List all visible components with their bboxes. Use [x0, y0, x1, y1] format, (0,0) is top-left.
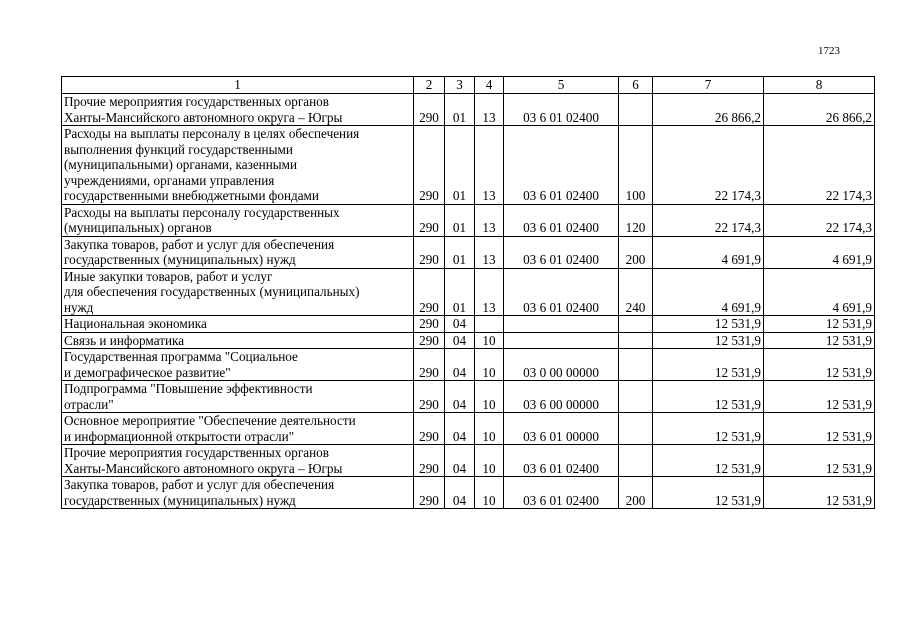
- row-cell-c5: 03 6 00 00000: [504, 381, 619, 413]
- row-name-line: отрасли": [64, 396, 114, 412]
- column-header-4: 4: [475, 77, 504, 94]
- row-cell-c5: 03 6 01 02400: [504, 268, 619, 316]
- row-name-cell: [62, 268, 414, 316]
- row-cell-c3: 04: [445, 413, 475, 445]
- row-cell-c6: 100: [619, 126, 653, 205]
- row-cell-c2: 290: [414, 332, 445, 349]
- row-cell-c2: 290: [414, 236, 445, 268]
- row-cell-c6: [619, 94, 653, 126]
- page-number: 1723: [818, 45, 840, 57]
- row-name-line: Закупка товаров, работ и услуг для обеспечения: [64, 477, 335, 492]
- column-header-3: 3: [445, 77, 475, 94]
- row-cell-c2: 290: [414, 445, 445, 477]
- row-name-line: Ханты-Мансийского автономного округа – Югры: [64, 460, 343, 476]
- row-cell-c2: 290: [414, 204, 445, 236]
- row-cell-c7: 12 531,9: [653, 445, 764, 477]
- row-cell-c8: 12 531,9: [764, 445, 875, 477]
- row-cell-c8: 12 531,9: [764, 349, 875, 381]
- row-name-cell: [62, 236, 414, 268]
- row-cell-c4: [475, 316, 504, 333]
- row-cell-c3: 01: [445, 126, 475, 205]
- table-row: [62, 381, 875, 413]
- row-cell-c3: 04: [445, 316, 475, 333]
- row-cell-c8: 12 531,9: [764, 332, 875, 349]
- row-cell-c2: 290: [414, 477, 445, 509]
- row-name-cell: [62, 381, 414, 413]
- row-cell-c2: 290: [414, 349, 445, 381]
- table-row: [62, 236, 875, 268]
- row-name-cell: [62, 126, 414, 205]
- row-name-line: Расходы на выплаты персоналу в целях обеспечения: [64, 126, 360, 141]
- row-cell-c6: 200: [619, 236, 653, 268]
- row-cell-c4: 10: [475, 477, 504, 509]
- row-cell-c3: 04: [445, 381, 475, 413]
- row-cell-c7: 4 691,9: [653, 236, 764, 268]
- row-cell-c2: 290: [414, 413, 445, 445]
- table-row: [62, 477, 875, 509]
- row-name-cell: [62, 413, 414, 445]
- row-cell-c5: 03 6 01 02400: [504, 204, 619, 236]
- row-name-cell: [62, 316, 414, 333]
- row-cell-c2: 290: [414, 316, 445, 333]
- table-row: [62, 94, 875, 126]
- row-name-cell: [62, 477, 414, 509]
- row-name-line: для обеспечения государственных (муниципальных): [64, 284, 360, 299]
- row-cell-c8: 22 174,3: [764, 204, 875, 236]
- row-name-line: Ханты-Мансийского автономного округа – Югры: [64, 109, 343, 125]
- row-name-line: выполнения функций государственными: [64, 141, 293, 157]
- row-name-cell: [62, 94, 414, 126]
- row-cell-c5: 03 6 01 02400: [504, 236, 619, 268]
- row-name-line: Закупка товаров, работ и услуг для обеспечения: [64, 236, 335, 252]
- row-name-line: государственных (муниципальных) нужд: [64, 492, 296, 508]
- table-row: [62, 316, 875, 333]
- column-header-5: 5: [504, 77, 619, 94]
- row-cell-c6: [619, 381, 653, 413]
- column-header-8: 8: [764, 77, 875, 94]
- row-cell-c5: 03 6 01 00000: [504, 413, 619, 445]
- table-row: [62, 332, 875, 349]
- row-cell-c6: [619, 413, 653, 445]
- row-cell-c4: 13: [475, 94, 504, 126]
- row-cell-c3: 01: [445, 236, 475, 268]
- row-name-line: Подпрограмма "Повышение эффективности: [64, 381, 313, 396]
- row-name-line: Связь и информатика: [64, 332, 185, 348]
- row-cell-c4: 10: [475, 413, 504, 445]
- row-cell-c5: 03 0 00 00000: [504, 349, 619, 381]
- table-body: [62, 77, 875, 509]
- row-name-line: и информационной открытости отрасли": [64, 428, 295, 444]
- column-header-6: 6: [619, 77, 653, 94]
- row-cell-c7: 12 531,9: [653, 477, 764, 509]
- table-row: [62, 268, 875, 316]
- row-cell-c4: 10: [475, 381, 504, 413]
- row-cell-c2: 290: [414, 381, 445, 413]
- row-cell-c7: 22 174,3: [653, 126, 764, 205]
- row-cell-c3: 04: [445, 477, 475, 509]
- row-name-line: государственными внебюджетными фондами: [64, 188, 319, 203]
- row-name-line: и демографическое развитие": [64, 364, 231, 380]
- row-cell-c4: 13: [475, 236, 504, 268]
- row-name-line: Расходы на выплаты персоналу государственных: [64, 204, 340, 220]
- row-cell-c8: 12 531,9: [764, 381, 875, 413]
- row-cell-c4: 10: [475, 332, 504, 349]
- budget-table: [61, 76, 875, 509]
- row-cell-c3: 01: [445, 204, 475, 236]
- row-name-line: государственных (муниципальных) нужд: [64, 252, 296, 267]
- row-cell-c6: 200: [619, 477, 653, 509]
- row-cell-c2: 290: [414, 94, 445, 126]
- table-header-row: [62, 77, 875, 94]
- row-cell-c7: 12 531,9: [653, 332, 764, 349]
- row-name-line: Прочие мероприятия государственных органов: [64, 94, 329, 109]
- row-cell-c4: 10: [475, 349, 504, 381]
- row-cell-c6: [619, 316, 653, 333]
- row-cell-c6: [619, 445, 653, 477]
- row-cell-c8: 22 174,3: [764, 126, 875, 205]
- row-cell-c2: 290: [414, 268, 445, 316]
- row-name-line: нужд: [64, 299, 94, 315]
- row-cell-c6: 120: [619, 204, 653, 236]
- row-cell-c5: [504, 332, 619, 349]
- row-cell-c8: 12 531,9: [764, 316, 875, 333]
- row-cell-c5: 03 6 01 02400: [504, 445, 619, 477]
- row-cell-c8: 4 691,9: [764, 268, 875, 316]
- row-cell-c3: 04: [445, 349, 475, 381]
- row-cell-c5: 03 6 01 02400: [504, 477, 619, 509]
- row-cell-c7: 12 531,9: [653, 381, 764, 413]
- row-name-cell: [62, 445, 414, 477]
- row-cell-c7: 12 531,9: [653, 413, 764, 445]
- row-cell-c4: 10: [475, 445, 504, 477]
- row-name-line: учреждениями, органами управления: [64, 172, 275, 188]
- row-cell-c3: 01: [445, 268, 475, 316]
- row-cell-c6: [619, 349, 653, 381]
- row-name-cell: [62, 349, 414, 381]
- table-row: [62, 413, 875, 445]
- row-cell-c5: 03 6 01 02400: [504, 94, 619, 126]
- row-cell-c4: 13: [475, 268, 504, 316]
- row-cell-c5: [504, 316, 619, 333]
- table-row: [62, 204, 875, 236]
- row-cell-c2: 290: [414, 126, 445, 205]
- column-header-1: 1: [62, 77, 414, 94]
- row-name-line: Национальная экономика: [64, 316, 207, 331]
- row-name-line: Основное мероприятие "Обеспечение деятельности: [64, 413, 356, 428]
- row-cell-c7: 26 866,2: [653, 94, 764, 126]
- column-header-7: 7: [653, 77, 764, 94]
- row-cell-c7: 12 531,9: [653, 349, 764, 381]
- row-cell-c7: 4 691,9: [653, 268, 764, 316]
- row-cell-c3: 01: [445, 94, 475, 126]
- row-name-cell: [62, 332, 414, 349]
- table-row: [62, 126, 875, 205]
- row-cell-c5: 03 6 01 02400: [504, 126, 619, 205]
- row-cell-c4: 13: [475, 126, 504, 205]
- row-cell-c3: 04: [445, 445, 475, 477]
- column-header-2: 2: [414, 77, 445, 94]
- row-cell-c8: 4 691,9: [764, 236, 875, 268]
- row-cell-c3: 04: [445, 332, 475, 349]
- row-cell-c7: 22 174,3: [653, 204, 764, 236]
- row-cell-c8: 12 531,9: [764, 413, 875, 445]
- row-cell-c6: 240: [619, 268, 653, 316]
- row-name-line: Прочие мероприятия государственных органов: [64, 445, 329, 460]
- row-cell-c6: [619, 332, 653, 349]
- table-row: [62, 445, 875, 477]
- row-cell-c7: 12 531,9: [653, 316, 764, 333]
- row-name-line: Иные закупки товаров, работ и услуг: [64, 268, 273, 284]
- row-cell-c8: 26 866,2: [764, 94, 875, 126]
- row-cell-c8: 12 531,9: [764, 477, 875, 509]
- row-name-cell: [62, 204, 414, 236]
- row-name-line: (муниципальными) органами, казенными: [64, 157, 298, 172]
- row-cell-c4: 13: [475, 204, 504, 236]
- table-row: [62, 349, 875, 381]
- row-name-line: (муниципальных) органов: [64, 220, 212, 235]
- row-name-line: Государственная программа "Социальное: [64, 349, 298, 364]
